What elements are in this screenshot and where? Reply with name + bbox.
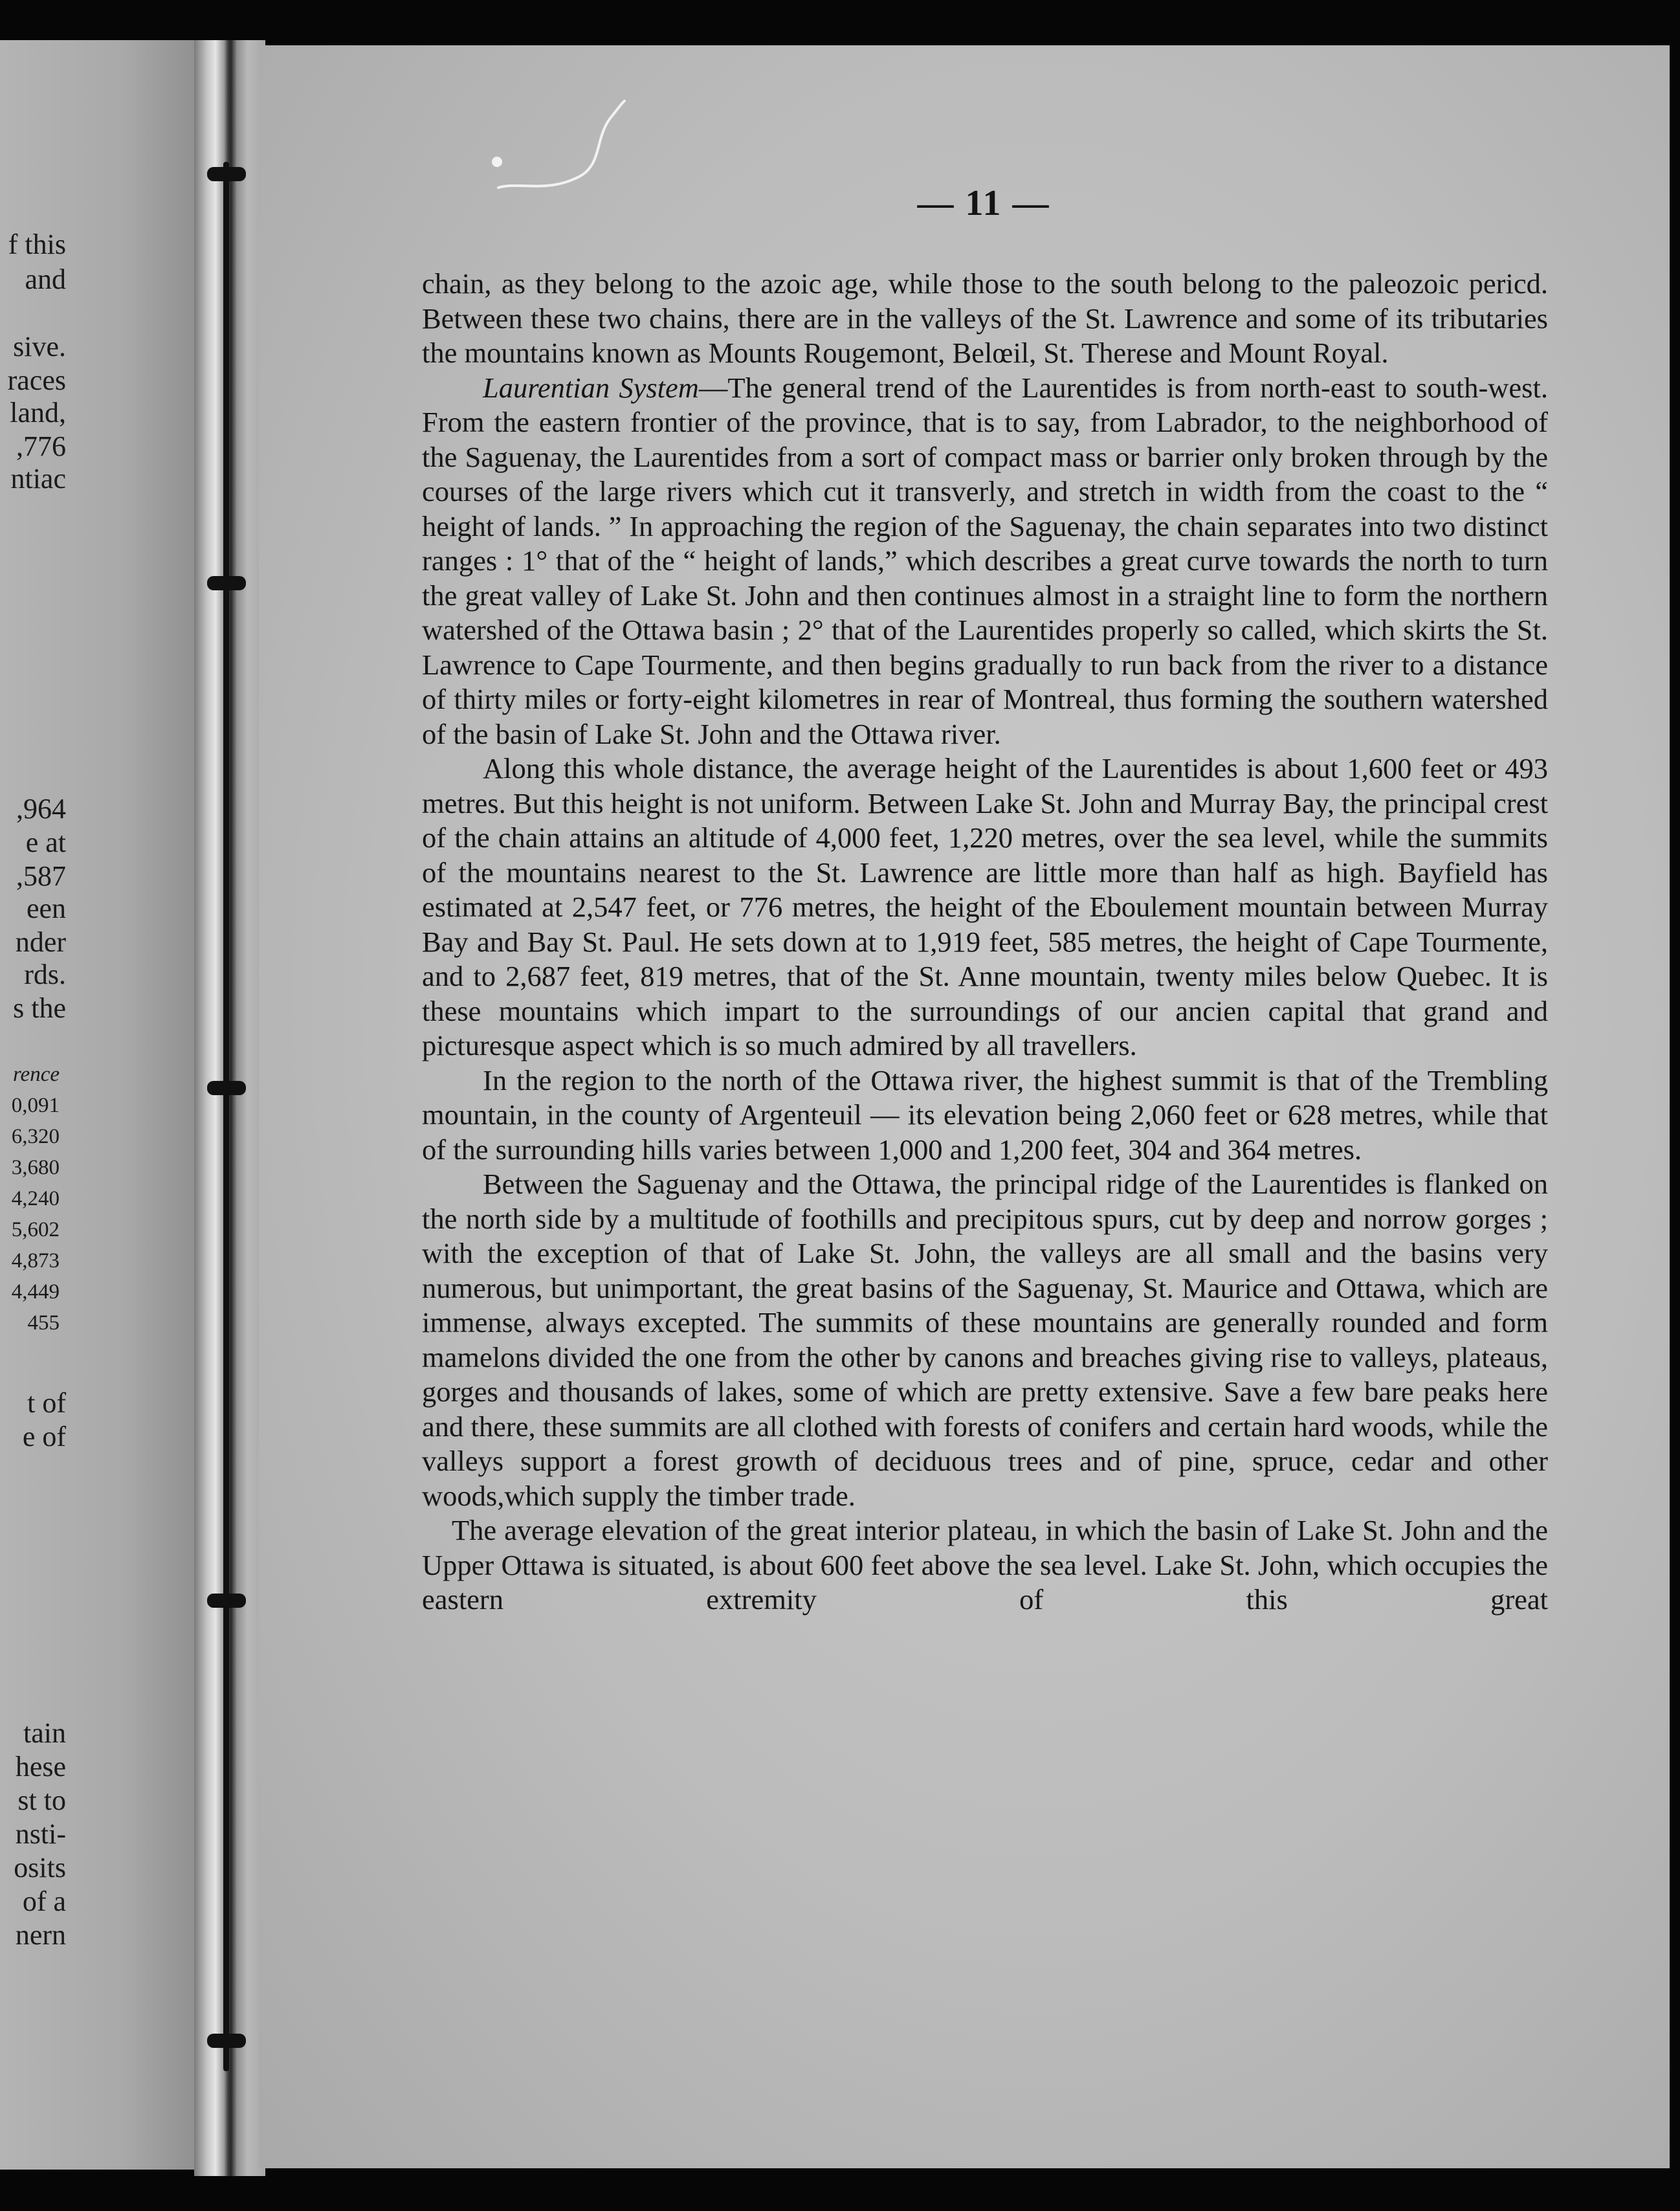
paragraph: In the region to the north of the Ottawa river, the highest summit is that of the Trembling mountain, in the county of Argenteuil — its elevation being 2,060 feet or 628 metres, while that of the surrounding hills varies between 1,000 and 1,200 feet, 304 and 364 metres. [422, 1063, 1548, 1166]
left-table-value: 4,873 [11, 1249, 60, 1272]
book-gutter [194, 40, 265, 2176]
left-table-value: 4,240 [11, 1187, 60, 1210]
left-line: sive. [13, 331, 66, 362]
paragraph: Along this whole distance, the average height of the Laurentides is about 1,600 feet or 493 metres. But this height is not uniform. Between Lake St. John and Murray Bay, the principal crest of the chain attains an altitude of 4,000 feet, 1,220 metres, over the sea level, while the summits of the mountains nearest to the St. Lawrence are little more than half as high. Bayfield has estimated at 2,547 feet, or 776 metres, the height of the Eboulement mountain between Murray Bay and Bay St. Paul. He sets down at to 1,919 feet, 585 metres, the height of Cape Tourmente, and to 2,687 feet, 819 metres, that of the St. Anne mountain, twenty miles below Quebec. It is these mountains which impart to the surroundings of our ancien capital that grand and picturesque aspect which is so much admired by all travellers. [422, 752, 1548, 1061]
left-line: hese [15, 1751, 66, 1783]
left-line: f this [8, 228, 66, 260]
left-line: e of [22, 1421, 66, 1452]
binding-stitch [207, 2034, 246, 2048]
binding-stitch [207, 576, 246, 590]
left-table-value: 6,320 [11, 1125, 60, 1148]
left-line: een [26, 893, 66, 924]
left-line: tain [23, 1717, 66, 1749]
left-line: e at [25, 827, 66, 858]
paragraph: chain, as they belong to the azoic age, while those to the south belong to the paleozoic pericd. Between these two chains, there are in the valleys of the St. Lawrence and some of its tributaries the mountains known as Mounts Rougemont, Belœil, St. Therese and Mount Royal. [422, 267, 1548, 369]
left-line: and [25, 263, 66, 295]
previous-page-fragment [0, 40, 206, 2170]
binding-thread [223, 162, 229, 2071]
left-line: ntiac [10, 463, 66, 494]
left-line: of a [22, 1885, 66, 1917]
paragraph: The average elevation of the great interior plateau, in which the basin of Lake St. John and the Upper Ottawa is situated, is about 600 feet above the sea level. Lake St. John, which occupies the eastern extremity of this great [422, 1514, 1548, 1616]
left-table-value: 0,091 [11, 1094, 60, 1117]
page-number: — 11 — [917, 183, 1050, 223]
pencil-mark [492, 97, 634, 201]
left-line: ,587 [16, 860, 66, 892]
left-line: osits [14, 1852, 66, 1883]
section-heading: Laurentian System [483, 371, 699, 404]
left-line: st to [17, 1784, 66, 1816]
left-line: nder [15, 926, 66, 958]
left-line: t of [27, 1387, 66, 1419]
left-table-value: 3,680 [11, 1156, 60, 1179]
page-body [422, 267, 1548, 1617]
left-table-header: rence [12, 1063, 60, 1086]
left-line: s the [13, 992, 66, 1024]
left-line: ,964 [16, 793, 66, 825]
previous-page-text [0, 40, 206, 2170]
left-line: nsti- [15, 1818, 66, 1850]
left-line: land, [10, 397, 66, 428]
left-line: ,776 [16, 430, 66, 462]
left-line: races [7, 364, 66, 396]
paragraph [422, 371, 1548, 752]
paragraph: Between the Saguenay and the Ottawa, the principal ridge of the Laurentides is flanked on the north side by a multitude of foothills and precipitous spurs, cut by deep and norrow gorges ; with the exception of that of Lake St. John, the valleys are all small and the basins very numerous, but unimportant, the great basins of the Saguenay, St. Maurice and Ottawa, which are immense, always excepted. The summits of these mountains are generally rounded and form mamelons divided the one from the other by canons and breaches giving rise to valleys, plateaus, gorges and thousands of lakes, some of which are pretty extensive. Save a few bare peaks here and there, these summits are all clothed with forests of conifers and certain hard woods, while the valleys support a forest growth of deciduous trees and of pine, spruce, cedar and other woods,which supply the timber trade. [422, 1168, 1548, 1512]
binding-stitch [207, 167, 246, 181]
left-line: nern [15, 1919, 66, 1951]
binding-stitch [207, 1594, 246, 1608]
left-line: rds. [24, 959, 66, 990]
left-table-value: 5,602 [11, 1218, 60, 1241]
paragraph-text: —The general trend of the Laurentides is from north-east to south-west. From the eastern frontier of the province, that is to say, from Labrador, to the neighborhood of the Saguenay, the Laurentides from a sort of compact mass or barrier only broken through by the courses of the large rivers which cut it transverly, and stretch in width from the coast to the “ height of lands. ” In approaching the region of the Saguenay, the chain separates into two distinct ranges : 1° that of the “ height of lands,” which describes a great curve towards the north to turn the great valley of Lake St. John and then continues almost in a straight line to form the northern watershed of the Ottawa basin ; 2° that of the Laurentides properly so called, which skirts the St. Lawrence to Cape Tourmente, and then begins gradually to run back from the river to a distance of thirty miles or forty-eight kilometres in rear of Montreal, thus forming the southern watershed of the basin of Lake St. John and the Ottawa river. [422, 371, 1548, 750]
left-table-value: 455 [27, 1311, 60, 1335]
binding-stitch [207, 1081, 246, 1095]
left-table-value: 4,449 [11, 1280, 60, 1304]
